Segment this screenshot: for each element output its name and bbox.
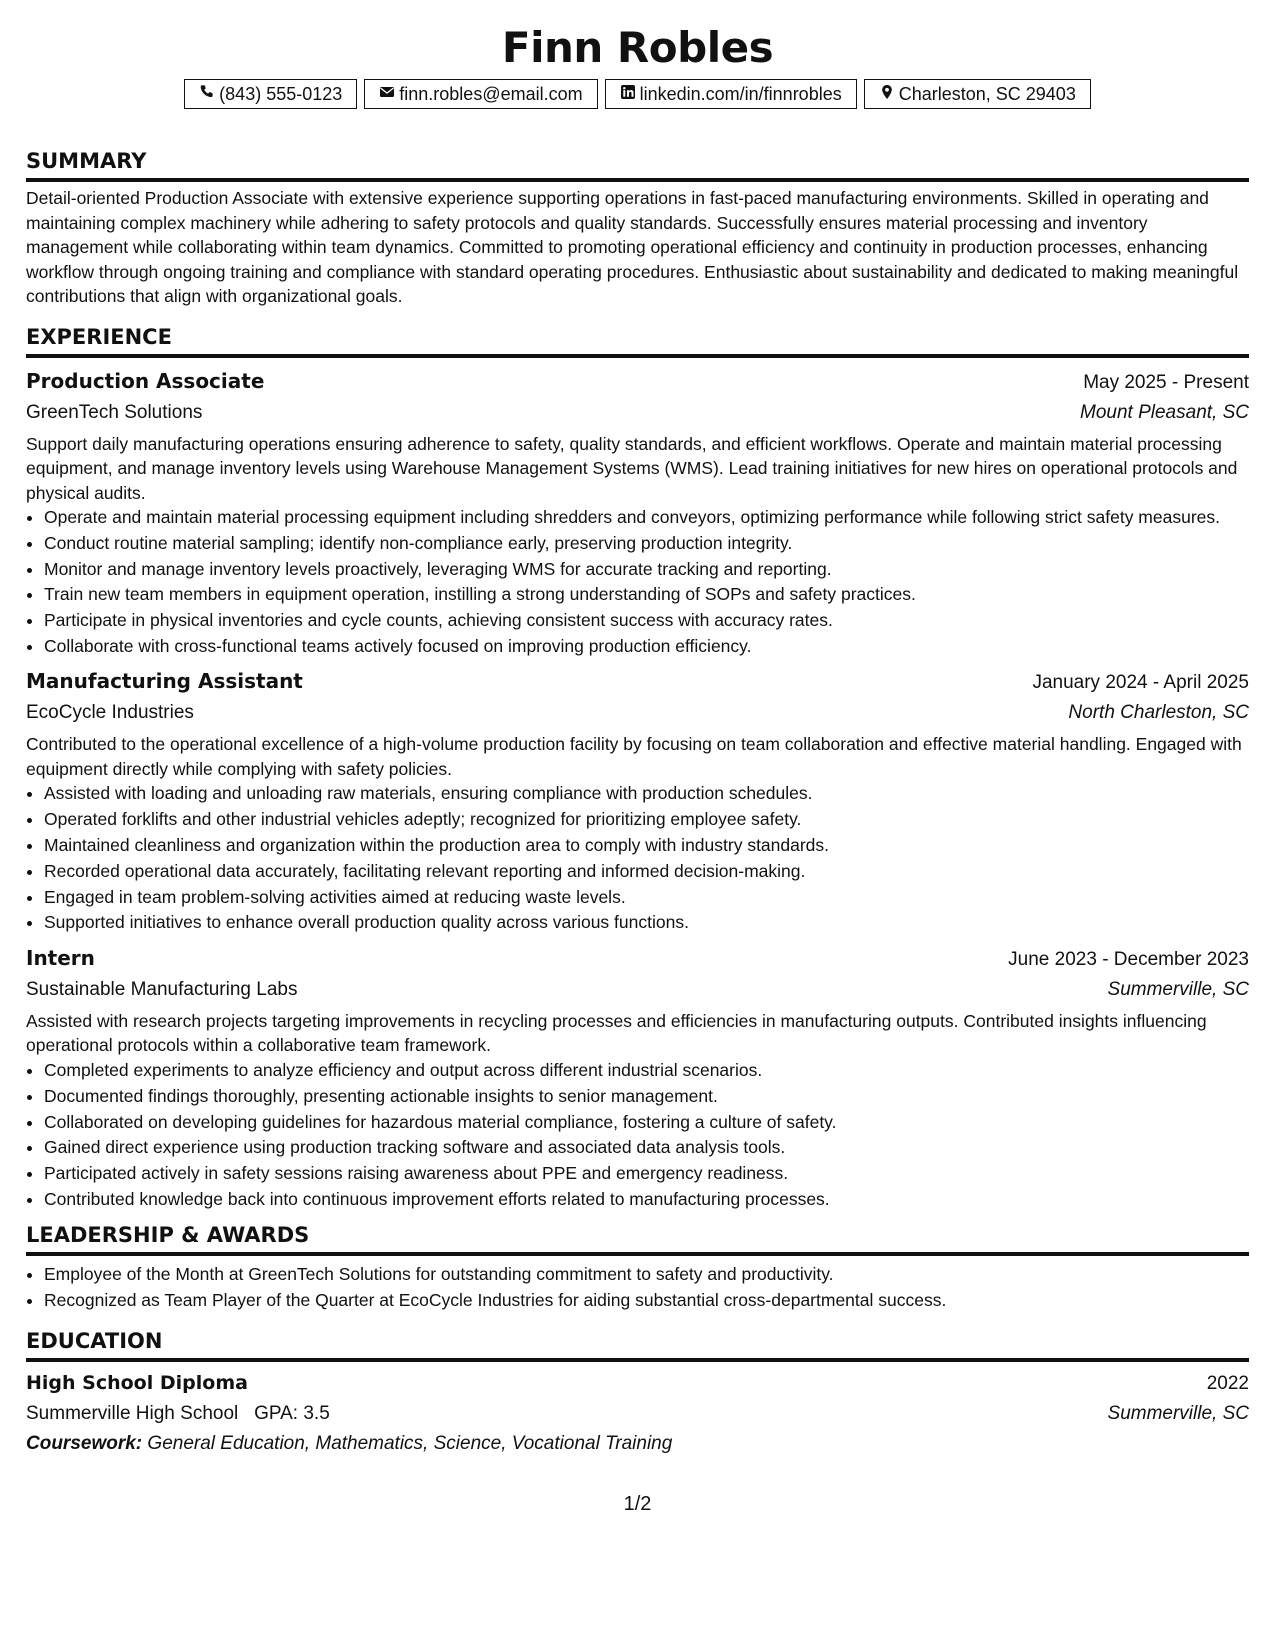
job-dates: June 2023 - December 2023 [1008, 948, 1249, 970]
job-description: Contributed to the operational excellence of a high-volume production facility by focusing on team collaboration and effective material handling. Engaged with equipment directly while complying with safety policies. [26, 734, 1242, 779]
linkedin-icon [620, 82, 636, 106]
company-name: Sustainable Manufacturing Labs [26, 978, 298, 1000]
job-entry [26, 366, 1249, 659]
job-bullets [26, 1058, 1249, 1211]
coursework-label: Coursework: [26, 1432, 143, 1454]
job-description: Assisted with research projects targeting improvements in recycling processes and efficiencies in manufacturing outputs. Contributed insights influencing operational protocols within a collaborative team framework. [26, 1010, 1207, 1056]
linkedin-text: linkedin.com/in/finnrobles [639, 84, 842, 104]
contact-bar [26, 79, 1249, 109]
job-dates: May 2025 - Present [1083, 371, 1249, 393]
awards-section [26, 1221, 1249, 1312]
location-text: Charleston, SC 29403 [898, 84, 1076, 104]
experience-heading: EXPERIENCE [26, 323, 1249, 358]
job-location: Summerville, SC [1107, 978, 1249, 1000]
awards-heading: LEADERSHIP & AWARDS [26, 1221, 1249, 1256]
phone-chip[interactable] [184, 79, 357, 109]
award-item: • Recognized as Team Player of the Quarter at EcoCycle Industries for aiding substantial cross-departmental success. [44, 1288, 1249, 1313]
graduation-year: 2022 [1206, 1372, 1249, 1394]
bullet-item: • Operated forklifts and other industrial vehicles adeptly; recognized for prioritizing employee safety. [44, 807, 1249, 832]
bullet-item: • Participated actively in safety sessions raising awareness about PPE and emergency readiness. [44, 1161, 1249, 1186]
job-bullets [26, 781, 1249, 934]
bullet-item: • Conduct routine material sampling; identify non-compliance early, preserving production integrity. [44, 531, 1249, 556]
bullet-item: • Supported initiatives to enhance overall production quality across various functions. [44, 910, 1249, 935]
coursework-list: General Education, Mathematics, Science, Vocational Training [147, 1432, 673, 1454]
bullet-item: • Collaborate with cross-functional teams actively focused on improving production efficiency. [44, 634, 1249, 659]
company-name: GreenTech Solutions [26, 401, 203, 423]
degree-title: High School Diploma [26, 1371, 248, 1394]
map-pin-icon [879, 82, 895, 106]
phone-icon [199, 82, 215, 106]
envelope-icon [379, 82, 395, 106]
job-entry [26, 943, 1249, 1211]
email-text: finn.robles@email.com [399, 84, 583, 104]
bullet-item: • Maintained cleanliness and organization within the production area to comply with industry standards. [44, 833, 1249, 858]
email-chip[interactable] [364, 79, 597, 109]
bullet-item: • Documented findings thoroughly, presenting actionable insights to senior management. [44, 1084, 1249, 1109]
bullet-item: • Assisted with loading and unloading raw materials, ensuring compliance with production schedules. [44, 781, 1249, 806]
candidate-name: Finn Robles [501, 23, 774, 72]
summary-text: Detail-oriented Production Associate with extensive experience supporting operations in fast-paced manufacturing environments. Skilled in operating and maintaining complex machinery while adhering to safety protocols and quality standards. Successfully ensures material processing and inventory management while collaborating within team dynamics. Committed to promoting operational efficiency and continuity in production processes, enhancing workflow through ongoing training and compliance with standard operating procedures. Enthusiastic about sustainability and dedicated to making meaningful contributions that align with organizational goals. [26, 188, 1239, 306]
awards-list [26, 1262, 1249, 1312]
bullet-item: • Collaborated on developing guidelines for hazardous material compliance, fostering a culture of safety. [44, 1110, 1249, 1135]
bullet-item: • Participate in physical inventories and cycle counts, achieving consistent success with accuracy rates. [44, 608, 1249, 633]
location-chip[interactable] [864, 79, 1091, 109]
bullet-item: • Engaged in team problem-solving activities aimed at reducing waste levels. [44, 885, 1249, 910]
school-line [26, 1399, 330, 1429]
job-location: North Charleston, SC [1068, 702, 1249, 724]
job-location: Mount Pleasant, SC [1080, 401, 1249, 423]
experience-section [26, 323, 1249, 1212]
education-section [26, 1327, 1249, 1459]
bullet-item: • Train new team members in equipment operation, instilling a strong understanding of SOPs and safety practices. [44, 582, 1249, 607]
phone-text: (843) 555-0123 [219, 84, 343, 104]
job-entry [26, 666, 1249, 934]
job-title: Production Associate [26, 368, 265, 393]
job-dates: January 2024 - April 2025 [1032, 672, 1249, 694]
bullet-item: • Completed experiments to analyze efficiency and output across different industrial scenarios. [44, 1058, 1249, 1083]
job-title: Manufacturing Assistant [26, 669, 303, 694]
school-name: Summerville High School [26, 1402, 239, 1424]
coursework-line [26, 1429, 1249, 1459]
bullet-item: • Gained direct experience using production tracking software and associated data analysis tools. [44, 1135, 1249, 1160]
summary-heading: SUMMARY [26, 147, 1249, 182]
company-name: EcoCycle Industries [26, 702, 194, 724]
bullet-item: • Contributed knowledge back into continuous improvement efforts related to manufacturing processes. [44, 1187, 1249, 1212]
summary-section [26, 147, 1249, 309]
award-item: • Employee of the Month at GreenTech Solutions for outstanding commitment to safety and productivity. [44, 1262, 1249, 1287]
education-heading: EDUCATION [26, 1327, 1249, 1362]
bullet-item: • Monitor and manage inventory levels proactively, leveraging WMS for accurate tracking and reporting. [44, 557, 1249, 582]
bullet-item: • Recorded operational data accurately, facilitating relevant reporting and informed decision-making. [44, 859, 1249, 884]
linkedin-chip[interactable] [605, 79, 857, 109]
gpa: GPA: 3.5 [254, 1402, 330, 1424]
page-number: 1/2 [623, 1493, 652, 1515]
job-bullets [26, 505, 1249, 658]
job-title: Intern [26, 945, 95, 970]
school-location: Summerville, SC [1107, 1402, 1249, 1424]
job-description: Support daily manufacturing operations ensuring adherence to safety, quality standards, and efficient workflows. Operate and maintain material processing equipment, and manage inventory levels using Warehouse Management Systems (WMS). Lead training initiatives for new hires on operational protocols and physical audits. [26, 433, 1238, 503]
bullet-item: • Operate and maintain material processing equipment including shredders and conveyors, optimizing performance while following strict safety measures. [44, 505, 1249, 530]
